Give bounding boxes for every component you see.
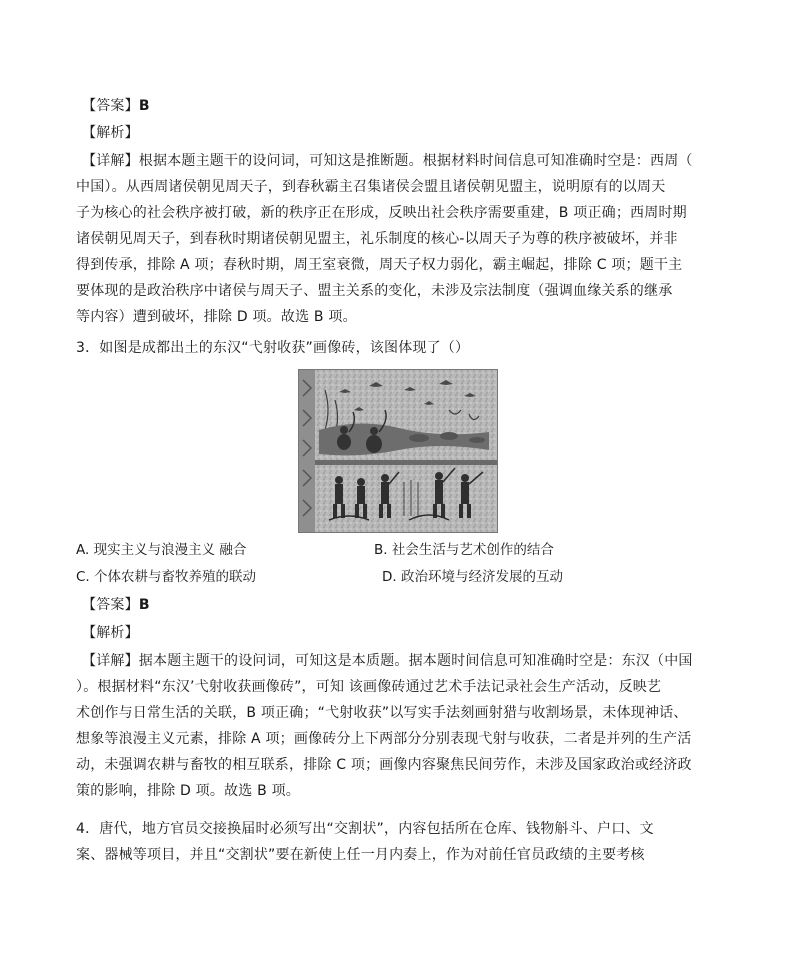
q2-answer xyxy=(82,97,722,115)
q2-analysis-line: 等内容）遭到破坏，排除 D 项。故选 B 项。 xyxy=(76,309,357,325)
q2-analysis-label: 【解析】 xyxy=(82,125,139,141)
q2-analysis-line: 得到传承，排除 A 项；春秋时期，周王室衰微，周天子权力弱化，霸主崛起，排除 C 项；题干主 xyxy=(76,257,683,273)
q3-option-c: C. 个体农耕与畜牧养殖的联动 xyxy=(76,569,257,585)
q4-stem-line: 4．唐代，地方官员交接换届时必须写出“交割状”，内容包括所在仓库、钱物斛斗、户口、文 xyxy=(76,821,654,837)
q3-option-b: B. 社会生活与艺术创作的结合 xyxy=(374,542,554,558)
q3-analysis-line: 术创作与日常生活的关联，B 项正确；“弋射收获”以写实手法刻画射猎与收割场景，未体现神话、 xyxy=(76,705,688,721)
q3-analysis-line: 想象等浪漫主义元素，排除 A 项；画像砖分上下两部分分别表现弋射与收获，二者是并列的生产活 xyxy=(76,731,692,747)
q3-analysis-label: 【解析】 xyxy=(82,625,139,641)
q3-analysis-line: ）。根据材料“东汉’弋射收获画像砖”，可知 该画像砖通过艺术手法记录社会生产活动，反映艺 xyxy=(76,679,662,695)
brick-relief-image xyxy=(299,370,497,532)
q3-analysis-line: 策的影响，排除 D 项。故选 B 项。 xyxy=(76,783,300,799)
q2-analysis-line: 【详解】根据本题主题干的设问词，可知这是推断题。根据材料时间信息可知准确时空是：西周（ xyxy=(82,153,693,169)
q4-stem-line: 案、器械等项目，并且“交割状”要在新使上任一月内奏上，作为对前任官员政绩的主要考核 xyxy=(76,847,645,863)
q3-analysis-line: 【详解】据本题主题干的设问词，可知这是本质题。据本题时间信息可知准确时空是：东汉（中国 xyxy=(82,653,693,669)
q2-analysis-line: 子为核心的社会秩序被打破，新的秩序正在形成，反映出社会秩序需要重建，B 项正确；西周时期 xyxy=(76,205,687,221)
answer-label: 【答案】 xyxy=(82,98,139,114)
q3-image-brick-relief xyxy=(298,369,498,533)
q2-analysis-line: 中国）。从西周诸侯朝见周天子，到春秋霸主召集诸侯会盟且诸侯朝见盟主，说明原有的以周天 xyxy=(76,179,666,195)
q3-option-a: A. 现实主义与浪漫主义 融合 xyxy=(76,542,247,558)
q3-stem: 3．如图是成都出土的东汉“弋射收获”画像砖，该图体现了（） xyxy=(76,340,470,356)
q2-analysis-line: 要体现的是政治秩序中诸侯与周天子、盟主关系的变化，未涉及宗法制度（强调血缘关系的继承 xyxy=(76,283,673,299)
answer-label: 【答案】 xyxy=(82,597,139,613)
q3-answer xyxy=(82,596,722,614)
q3-analysis-line: 动，未强调农耕与畜牧的相互联系，排除 C 项；画像内容聚焦民间劳作，未涉及国家政治或经济政 xyxy=(76,757,692,773)
answer-value: B xyxy=(138,98,150,114)
q2-analysis-line: 诸侯朝见周天子，到春秋时期诸侯朝见盟主，礼乐制度的核心-以周天子为尊的秩序被破坏，并非 xyxy=(76,231,678,247)
q3-option-d: D. 政治环境与经济发展的互动 xyxy=(382,569,563,585)
answer-value: B xyxy=(138,597,150,613)
